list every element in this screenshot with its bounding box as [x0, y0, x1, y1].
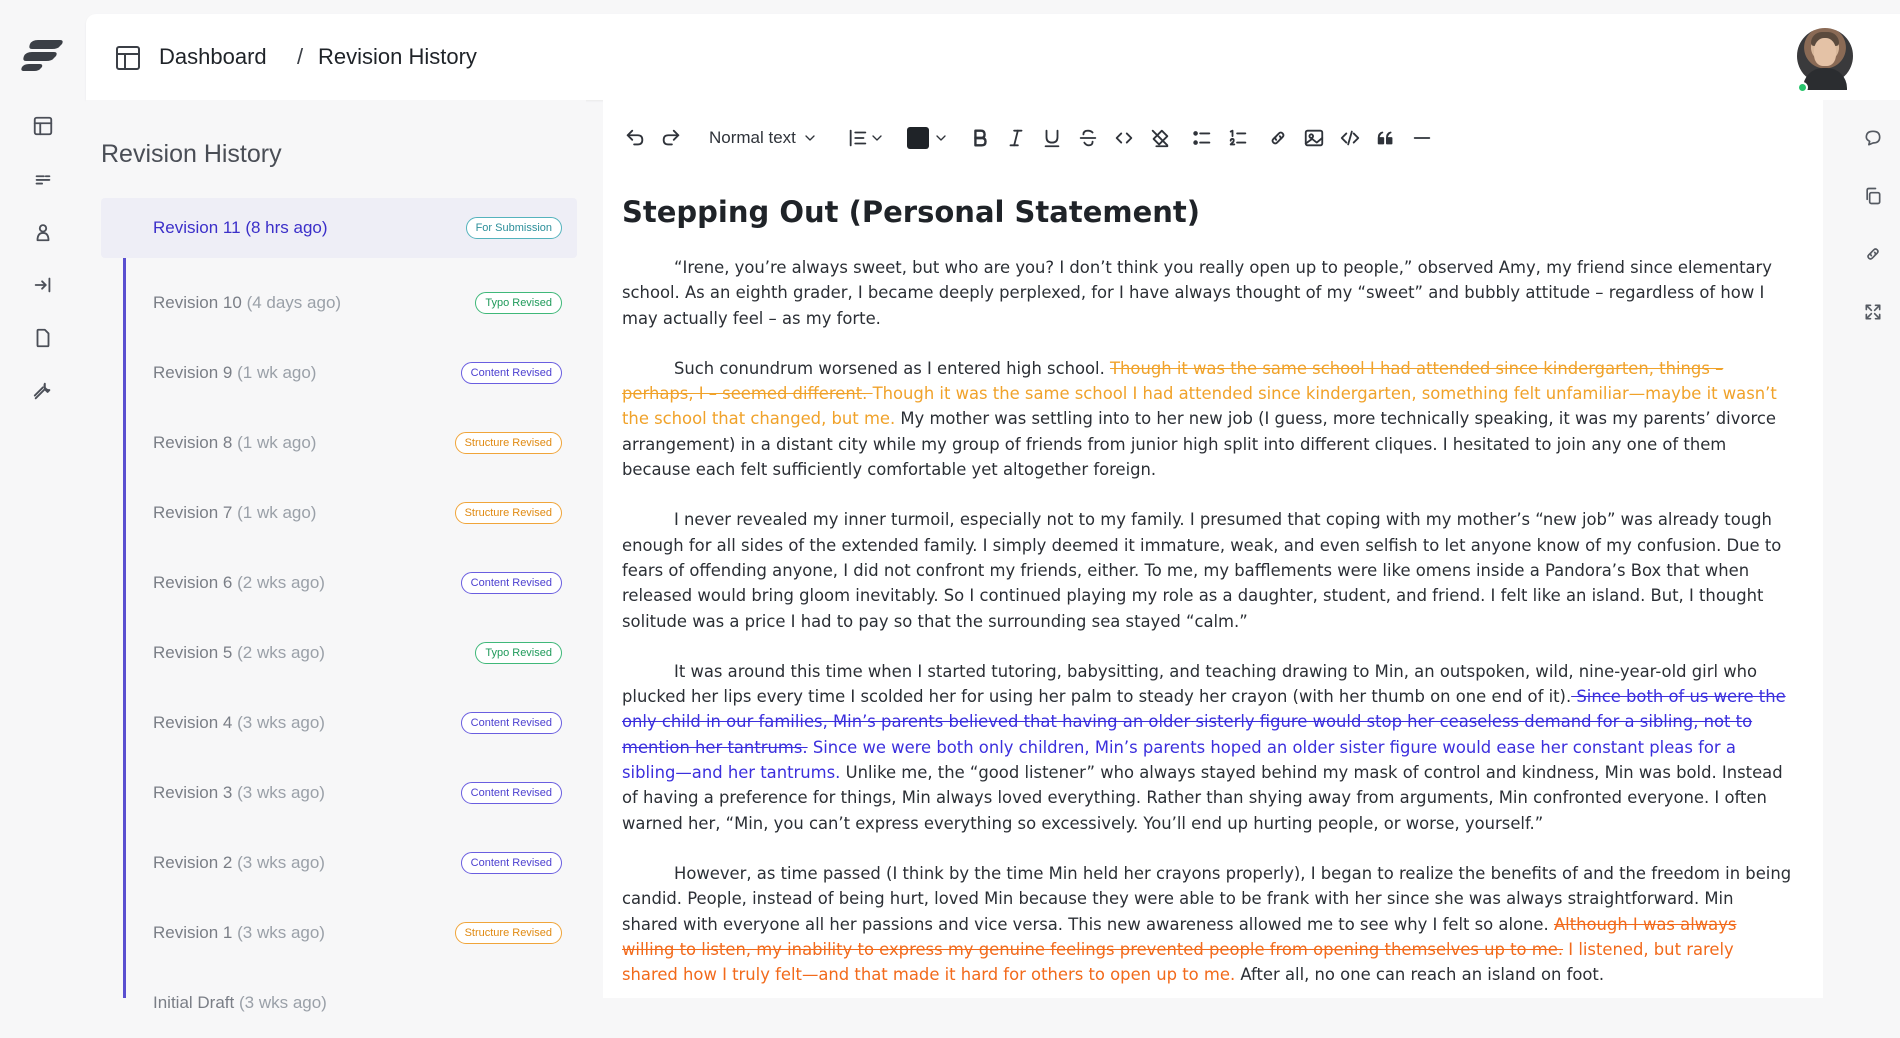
panel-title: Revision History — [101, 140, 282, 168]
revision-time: (1 wk ago) — [237, 433, 317, 452]
revision-item[interactable] — [101, 968, 577, 1038]
app-logo-icon[interactable] — [20, 36, 66, 76]
left-rail — [0, 0, 86, 998]
online-status-indicator — [1797, 82, 1808, 93]
italic-button[interactable] — [1000, 122, 1032, 154]
revision-title: Revision 8 — [153, 433, 233, 452]
paragraph-5[interactable] — [622, 861, 1792, 987]
inserted-text: Though it was the same school I had attended since kindergarten, something felt unfamiliar—maybe it wasn’t the school that changed, but me. — [622, 384, 1777, 429]
revision-time: (2 wks ago) — [237, 643, 325, 662]
revision-time: (3 wks ago) — [237, 853, 325, 872]
revision-label — [153, 713, 325, 733]
redo-button[interactable] — [655, 122, 687, 154]
right-rail — [1823, 100, 1900, 998]
bold-button[interactable] — [964, 122, 996, 154]
horizontal-rule-button[interactable] — [1406, 122, 1438, 154]
deleted-text: Since both of us were the only child in our families, Min’s parents believed that having an older sisterly figure would stop her ceaseless demand for a sibling, not to mention her tantrums. — [622, 687, 1786, 757]
revision-title: Revision 9 — [153, 363, 233, 382]
revision-title: Revision 6 — [153, 573, 233, 592]
paragraph-1[interactable]: “Irene, you’re always sweet, but who are you? I don’t think you really open up to people,” observed Amy, my friend since elementary school. As an eighth grader, I became deeply perplexed, for I have always thought of my “sweet” and bubbly attitude – regardless of how I may actually feel – as my forte. — [622, 258, 1772, 328]
comment-icon[interactable] — [1863, 128, 1887, 152]
revision-badge: Typo Revised — [475, 292, 562, 314]
revision-item[interactable] — [101, 898, 577, 968]
link-button[interactable] — [1262, 122, 1294, 154]
revision-label — [153, 293, 341, 313]
revision-title: Revision 1 — [153, 923, 233, 942]
image-button[interactable] — [1298, 122, 1330, 154]
revision-title: Revision 7 — [153, 503, 233, 522]
text-run: However, as time passed (I think by the time Min held her crayons properly), I began to realize the benefits of and the freedom in being candid. People, instead of being hurt, loved Min because they were able to be frank with her since she was always straightforward. Min shared with everyone all her passions and vice versa. This new awareness allowed me to see why I felt so alone. — [622, 863, 1792, 934]
revision-badge: Content Revised — [461, 572, 562, 594]
revision-label — [153, 923, 325, 943]
revision-item[interactable] — [101, 338, 577, 408]
revision-list — [101, 198, 577, 1038]
revision-title: Revision 5 — [153, 643, 233, 662]
inserted-text: Since we were both only children, Min’s parents hoped an older sister figure would ease her constant pleas for a sibling—and her tantrums. — [622, 737, 1736, 783]
underline-button[interactable] — [1036, 122, 1068, 154]
revision-label — [153, 503, 316, 523]
dashboard-icon[interactable] — [29, 112, 57, 140]
inline-code-button[interactable] — [1108, 122, 1140, 154]
revision-history-panel — [86, 100, 586, 1012]
list-icon[interactable] — [29, 165, 57, 193]
quote-button[interactable] — [1370, 122, 1402, 154]
text-style-dropdown[interactable] — [703, 122, 824, 154]
deleted-text: Although I was always willing to listen, my inability to express my genuine feelings prevented people from opening themselves up to me. — [622, 914, 1737, 959]
breadcrumb-separator: / — [297, 44, 304, 69]
editor — [603, 100, 1823, 998]
revision-title: Revision 10 — [153, 293, 242, 312]
revision-title: Revision 3 — [153, 783, 233, 802]
code-block-button[interactable] — [1334, 122, 1366, 154]
chevron-down-icon — [933, 130, 949, 146]
revision-label — [153, 993, 327, 1013]
color-swatch — [907, 127, 929, 149]
revision-title: Initial Draft — [153, 993, 235, 1012]
paragraph-3[interactable]: I never revealed my inner turmoil, especially not to my family. I presumed that coping with my mother’s “new job” was already tough enough for all sides of the extended family. I simply deemed it immature, weak, and even selfish to let anyone know of my confusion. Due to fears of offending anyone, I did not confront my friends, either. To me, my bafflements were like omens inside a Pandora’s Box that when released would bring gloom inevitably. So I continued playing my role as a daughter, student, and friend. I felt like an island. But, I thought solitude was a price I had to pay so that the surrounding sea stayed “calm.” — [622, 510, 1782, 631]
document-icon[interactable] — [29, 324, 57, 352]
numbered-list-button[interactable] — [1222, 122, 1254, 154]
clear-format-button[interactable] — [1144, 122, 1176, 154]
avatar[interactable] — [1797, 28, 1853, 84]
revision-label — [153, 643, 325, 663]
revision-title: Revision 4 — [153, 713, 233, 732]
revision-badge: Structure Revised — [455, 922, 562, 944]
text-run: After all, no one can reach an island on foot. — [1235, 965, 1605, 985]
revision-title: Revision 11 — [153, 218, 241, 237]
revision-label — [153, 433, 316, 453]
revision-item[interactable] — [101, 618, 577, 688]
editor-toolbar — [619, 120, 1442, 156]
revision-time: (3 wks ago) — [237, 923, 325, 942]
revision-item[interactable] — [101, 478, 577, 548]
expand-icon[interactable] — [1863, 302, 1887, 326]
revision-badge: Content Revised — [461, 362, 562, 384]
text-style-label: Normal text — [709, 128, 796, 147]
copy-icon[interactable] — [1863, 186, 1887, 210]
link-icon[interactable] — [1863, 244, 1887, 268]
breadcrumb-current: Revision History — [318, 44, 477, 69]
revision-badge: Content Revised — [461, 712, 562, 734]
text-color-dropdown[interactable] — [904, 122, 952, 154]
export-icon[interactable] — [29, 271, 57, 299]
revision-badge: Content Revised — [461, 782, 562, 804]
chevron-down-icon — [802, 130, 818, 146]
chevron-down-icon — [869, 130, 885, 146]
revision-item[interactable] — [101, 268, 577, 338]
bullet-list-button[interactable] — [1186, 122, 1218, 154]
revision-time: (3 wks ago) — [237, 713, 325, 732]
revision-time: (8 hrs ago) — [245, 218, 328, 237]
revision-badge: For Submission — [466, 217, 562, 239]
strikethrough-button[interactable] — [1072, 122, 1104, 154]
text-run: Such conundrum worsened as I entered high school. — [674, 358, 1111, 378]
text-run: My mother was settling into to her new job (I guess, more technically speaking, it was my parents’ divorce arrangement) in a distant city while my group of friends from junior high split into different cliques. I hesitated to join any one of them because each felt sufficiently comfortable yet altogether foreign. — [622, 409, 1776, 480]
revision-label — [153, 783, 325, 803]
revision-badge: Typo Revised — [475, 642, 562, 664]
inserted-text: I listened, but rarely shared how I truly felt—and that made it hard for others to open up to me. — [622, 939, 1734, 985]
line-spacing-dropdown[interactable] — [842, 122, 890, 154]
revision-time: (2 wks ago) — [237, 573, 325, 592]
revision-time: (1 wk ago) — [237, 503, 317, 522]
breadcrumb-dashboard[interactable]: Dashboard — [159, 44, 267, 69]
text-run: It was around this time when I started tutoring, babysitting, and teaching drawing to Min, an outspoken, wild, nine-year-old girl who plucked her lips every time I scolded her for using her palm to steady her crayon (with her thumb on one end of it). — [622, 661, 1758, 707]
revision-item[interactable] — [101, 548, 577, 618]
top-header — [86, 14, 1900, 100]
revision-label — [153, 853, 325, 873]
revision-label — [153, 218, 328, 238]
document-body[interactable] — [622, 195, 1792, 1012]
revision-title: Revision 2 — [153, 853, 233, 872]
revision-time: (3 wks ago) — [237, 783, 325, 802]
dashboard-layout-icon[interactable] — [114, 44, 142, 72]
wrench-icon[interactable] — [29, 377, 57, 405]
deleted-text: Though it was the same school I had attended since kindergarten, things – perhaps, I – seemed different. — [622, 358, 1724, 404]
paragraph-4[interactable] — [622, 659, 1792, 836]
revision-item[interactable] — [101, 688, 577, 758]
revision-time: (3 wks ago) — [238, 993, 327, 1012]
user-icon[interactable] — [29, 218, 57, 246]
document-title[interactable]: Stepping Out (Personal Statement) — [622, 195, 1201, 229]
undo-button[interactable] — [619, 122, 651, 154]
paragraph-2[interactable] — [622, 356, 1792, 482]
revision-item[interactable] — [101, 758, 577, 828]
revision-label — [153, 573, 325, 593]
revision-badge: Structure Revised — [455, 502, 562, 524]
revision-time: (1 wk ago) — [237, 363, 317, 382]
text-run: Unlike me, the “good listener” who always stayed behind my mask of control and kindness, Min was bold. Instead of having a preference for things, Min always loved everything. Rather than shying away from arguments, Min confronted everyone. I often warned her, “Min, you can’t express everything so excessively. You’ll end up hurting people, or worse, yourself.” — [622, 763, 1783, 833]
revision-badge: Structure Revised — [455, 432, 562, 454]
revision-label — [153, 363, 316, 383]
revision-item[interactable] — [101, 828, 577, 898]
revision-item[interactable] — [101, 198, 577, 258]
line-spacing-icon — [847, 127, 869, 149]
revision-time: (4 days ago) — [246, 293, 342, 312]
revision-item[interactable] — [101, 408, 577, 478]
revision-badge: Content Revised — [461, 852, 562, 874]
